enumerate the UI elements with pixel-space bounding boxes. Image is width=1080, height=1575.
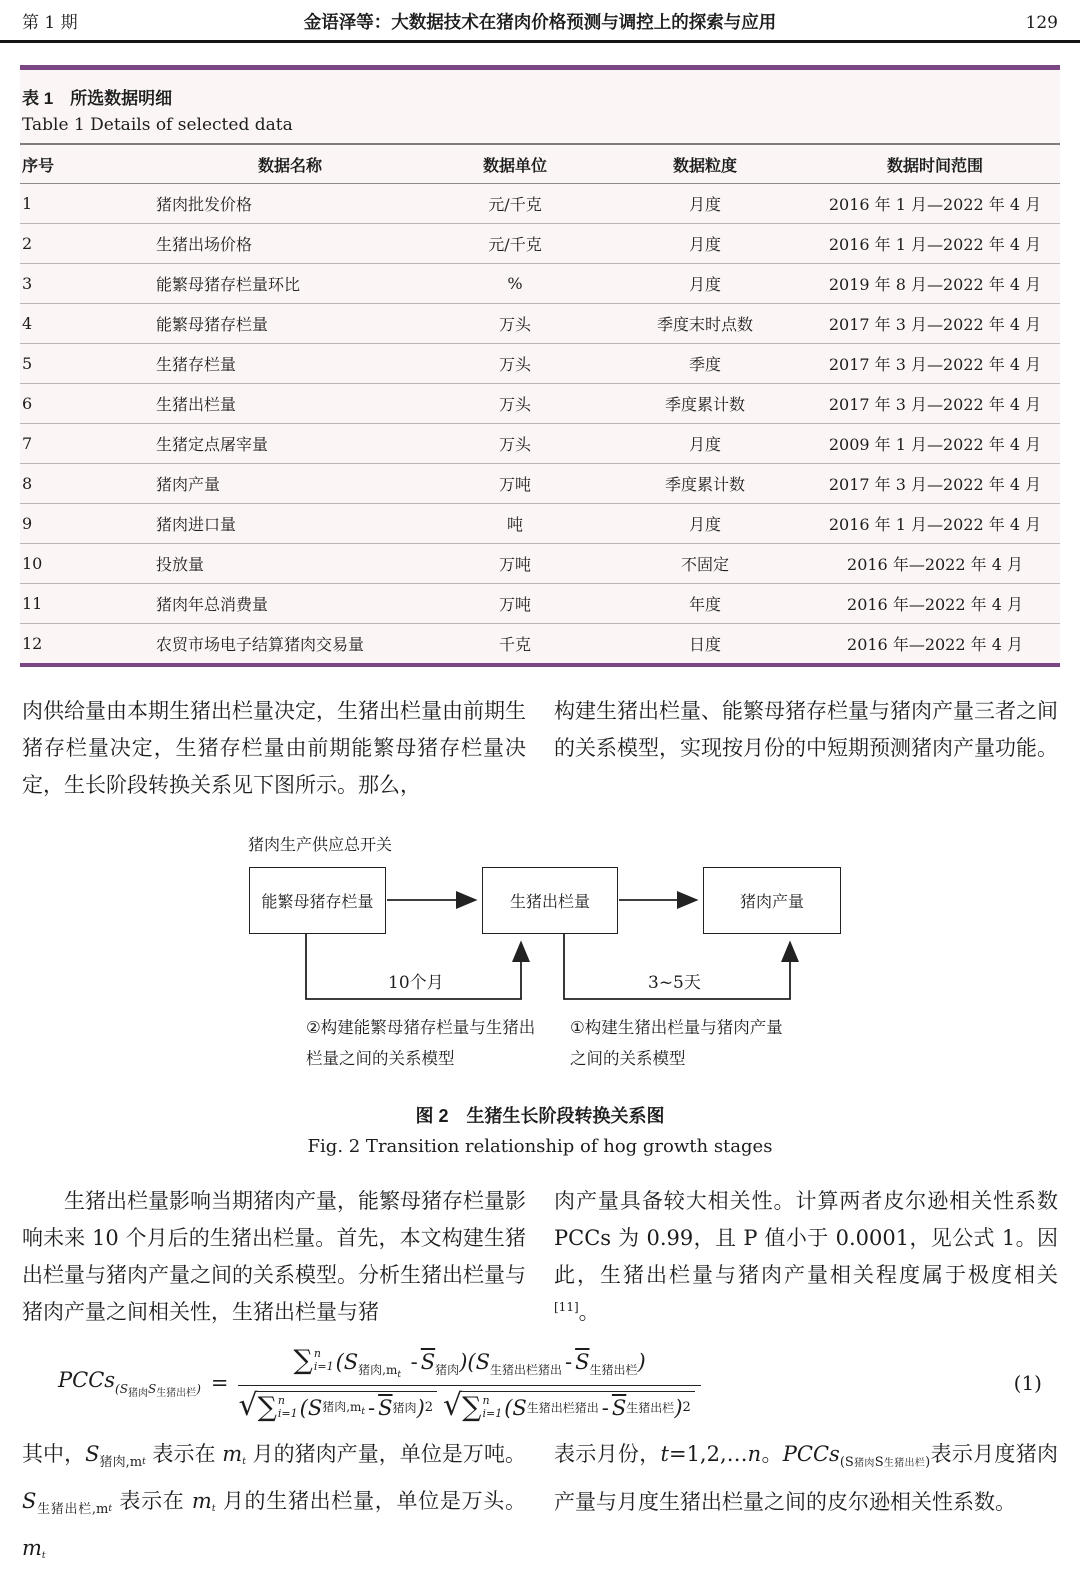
- table-row: [20, 384, 1060, 424]
- table-cell: 2016 年 1 月—2022 年 4 月: [828, 195, 1042, 214]
- table-cell: 11: [20, 584, 150, 624]
- paragraph-right: 表示月份，t=1,2,…n。PCCs$_{(S猪肉S生猪出栏)}$表示月度猪肉产量与月度生猪出栏量之间的皮尔逊相关性系数。: [554, 1442, 1059, 1514]
- table-row: [20, 264, 1060, 304]
- table-cell: 2016 年 1 月—2022 年 4 月: [810, 504, 1060, 544]
- table-row: [20, 304, 1060, 344]
- table-cell: 万头: [430, 304, 600, 344]
- table-cell: 生猪存栏量: [150, 344, 430, 384]
- paragraph-right: 构建生猪出栏量、能繁母猪存栏量与猪肉产量三者之间的关系模型，实现按月份的中短期预测猪肉产量功能。: [554, 699, 1058, 760]
- equation-1: [58, 1345, 1042, 1421]
- figure-caption-zh: 图 2 生猪生长阶段转换关系图: [415, 1106, 665, 1126]
- table-cell: 月度: [600, 264, 810, 304]
- table-cell: 2017 年 3 月—2022 年 4 月: [810, 384, 1060, 424]
- table-cell: 7: [20, 424, 150, 464]
- table-header-cell: 数据单位: [430, 144, 600, 184]
- table-cell: 2009 年 1 月—2022 年 4 月: [810, 424, 1060, 464]
- table-header-cell: 数据名称: [150, 144, 430, 184]
- table-cell: 5: [20, 344, 150, 384]
- table-cell: 猪肉批发价格: [156, 195, 253, 214]
- table-cell: 农贸市场电子结算猪肉交易量: [150, 624, 430, 666]
- running-title: 金语泽等：大数据技术在猪肉价格预测与调控上的探索与应用: [303, 12, 777, 32]
- table-cell: 生猪出栏量: [150, 384, 430, 424]
- table-cell: 季度: [600, 344, 810, 384]
- table-cell: 猪肉年总消费量: [150, 584, 430, 624]
- table-cell: 生猪出场价格: [150, 224, 430, 264]
- figure-2: [0, 832, 1080, 1084]
- table-cell: 年度: [600, 584, 810, 624]
- table-row: [20, 504, 1060, 544]
- table-cell: 万吨: [430, 584, 600, 624]
- table-row: [20, 424, 1060, 464]
- table-cell: 2017 年 3 月—2022 年 4 月: [810, 464, 1060, 504]
- table-cell: 投放量: [150, 544, 430, 584]
- figure-note-right: ①构建生猪出栏量与猪肉产量 之间的关系模型: [570, 1019, 783, 1068]
- table-cell: 能繁母猪存栏量: [150, 304, 430, 344]
- table-cell: 月度: [600, 224, 810, 264]
- table-cell: 2016 年—2022 年 4 月: [810, 584, 1060, 624]
- paragraph-text: 肉产量具备较大相关性。计算两者皮尔逊相关性系数 PCCs 为 0.99，且 P 值小于 0.0001，见公式 1。因此，生猪出栏量与猪肉产量相关程度属于极度相关: [554, 1189, 1058, 1287]
- equation-fraction: [238, 1345, 700, 1421]
- table-cell: 万头: [430, 424, 600, 464]
- table-cell: 9: [20, 504, 150, 544]
- journal-issue: 第 1 期: [22, 13, 78, 33]
- citation-ref: [11]: [554, 1300, 579, 1314]
- table-cell: 季度累计数: [600, 384, 810, 424]
- table-cell: 万吨: [430, 544, 600, 584]
- figure-box-sow-inventory: 能繁母猪存栏量: [249, 867, 386, 934]
- paragraph-left: 生猪出栏量影响当期猪肉产量，能繁母猪存栏量影响未来 10 个月后的生猪出栏量。首先，本文构建生猪出栏量与猪肉产量之间的关系模型。分析生猪出栏量与猪肉产量之间相关性，生猪出栏量与猪: [22, 1189, 526, 1324]
- table-cell: 猪肉进口量: [150, 504, 430, 544]
- table-cell: 2: [20, 224, 150, 264]
- table-row: [20, 344, 1060, 384]
- equation-number: (1): [1013, 1371, 1042, 1395]
- figure-caption-en: Fig. 2 Transition relationship of hog growth stages: [307, 1136, 773, 1157]
- figure-arrow-label-3to5days: 3~5天: [648, 973, 701, 993]
- table-cell: 2016 年—2022 年 4 月: [810, 544, 1060, 584]
- body-text-1: [22, 693, 1058, 804]
- body-text-3: [22, 1435, 1058, 1575]
- table-row: [20, 224, 1060, 264]
- table-cell: 10: [20, 544, 150, 584]
- table-row: [20, 184, 1060, 224]
- table-cell: 万头: [430, 344, 600, 384]
- table-cell: 季度累计数: [600, 464, 810, 504]
- table-cell: 元/千克: [430, 224, 600, 264]
- equals-sign: =: [210, 1371, 229, 1395]
- table-row: [20, 584, 1060, 624]
- table-cell: 2019 年 8 月—2022 年 4 月: [810, 264, 1060, 304]
- table-cell: 2016 年 1 月—2022 年 4 月: [810, 224, 1060, 264]
- table-cell: 4: [20, 304, 150, 344]
- equation-lhs: PCCs$_{(S_{猪肉}S_{生猪出栏})}$: [58, 1367, 201, 1399]
- figure-box-hog-output: 生猪出栏量: [482, 867, 618, 934]
- table-cell: %: [430, 264, 600, 304]
- paragraph-left: 其中，$S_{猪肉,m}t$ 表示在 mt 月的猪肉产量，单位是万吨。$S_{生猪出栏,m}t$ 表示在 mt 月的生猪出栏量，单位是万头。mt: [22, 1442, 526, 1561]
- table-row: [20, 544, 1060, 584]
- table-cell: 月度: [600, 424, 810, 464]
- body-text-2: [22, 1183, 1058, 1331]
- table-cell: 能繁母猪存栏量环比: [150, 264, 430, 304]
- table-header-cell: 序号: [20, 144, 150, 184]
- table-cell: 万头: [430, 384, 600, 424]
- paragraph-text: 。: [578, 1300, 600, 1324]
- paragraph-left: 肉供给量由本期生猪出栏量决定，生猪出栏量由前期生猪存栏量决定，生猪存栏量由前期能繁母猪存栏量决定，生长阶段转换关系见下图所示。那么，: [22, 699, 526, 797]
- table-header-row: [20, 144, 1060, 184]
- table-caption-en: Table 1 Details of selected data: [22, 115, 293, 135]
- figure-note-left: ②构建能繁母猪存栏量与生猪出 栏量之间的关系模型: [306, 1019, 536, 1068]
- table-cell: 生猪定点屠宰量: [150, 424, 430, 464]
- table-cell: 2016 年—2022 年 4 月: [810, 624, 1060, 666]
- page-header: [0, 0, 1080, 43]
- table-cell: 日度: [600, 624, 810, 666]
- table-cell: 吨: [430, 504, 600, 544]
- table-cell: 万吨: [430, 464, 600, 504]
- table-cell: 12: [20, 624, 150, 666]
- table-cell: 猪肉产量: [150, 464, 430, 504]
- equation-denominator: √ ∑ n i=1 (S 猪肉$,m_t$ - $\overline{S}$ 猪肉 ) 2 √ ∑ n i=1 (S 生猪出栏猪出 - $\overline{S}$ 生猪出栏 ) 2: [238, 1385, 700, 1421]
- table-cell: 1: [22, 194, 33, 213]
- table-cell: 月度: [600, 504, 810, 544]
- table-cell: 季度末时点数: [600, 304, 810, 344]
- table-cell: 2017 年 3 月—2022 年 4 月: [810, 344, 1060, 384]
- table-cell: 8: [20, 464, 150, 504]
- figure-box-pork-production: 猪肉产量: [703, 867, 841, 934]
- table-cell: 2017 年 3 月—2022 年 4 月: [810, 304, 1060, 344]
- equation-numerator: ∑ n i=1 $(S_{猪肉,m_t} - \overline{S}_{猪肉})(S_{生猪出栏猪出} - \overline{S}_{生猪出栏})$: [293, 1345, 646, 1380]
- table-block: [20, 65, 1060, 667]
- table-row: [20, 624, 1060, 666]
- table-cell: 不固定: [600, 544, 810, 584]
- table-header-cell: 数据时间范围: [810, 144, 1060, 184]
- table-row: [20, 464, 1060, 504]
- figure-arrow-label-10months: 10个月: [388, 973, 444, 993]
- table-body: [20, 184, 1060, 666]
- table-cell: 3: [20, 264, 150, 304]
- page-number: 129: [1025, 13, 1058, 33]
- table-caption-zh: 表 1 所选数据明细: [22, 89, 173, 108]
- table-cell: 月度: [688, 195, 721, 214]
- figure-switch-label: 猪肉生产供应总开关: [248, 835, 393, 854]
- data-table: [20, 143, 1060, 667]
- table-cell: 6: [20, 384, 150, 424]
- table-cell: 元/千克: [488, 195, 542, 214]
- table-cell: 千克: [430, 624, 600, 666]
- table-header-cell: 数据粒度: [600, 144, 810, 184]
- paragraph-right: [554, 1183, 1058, 1331]
